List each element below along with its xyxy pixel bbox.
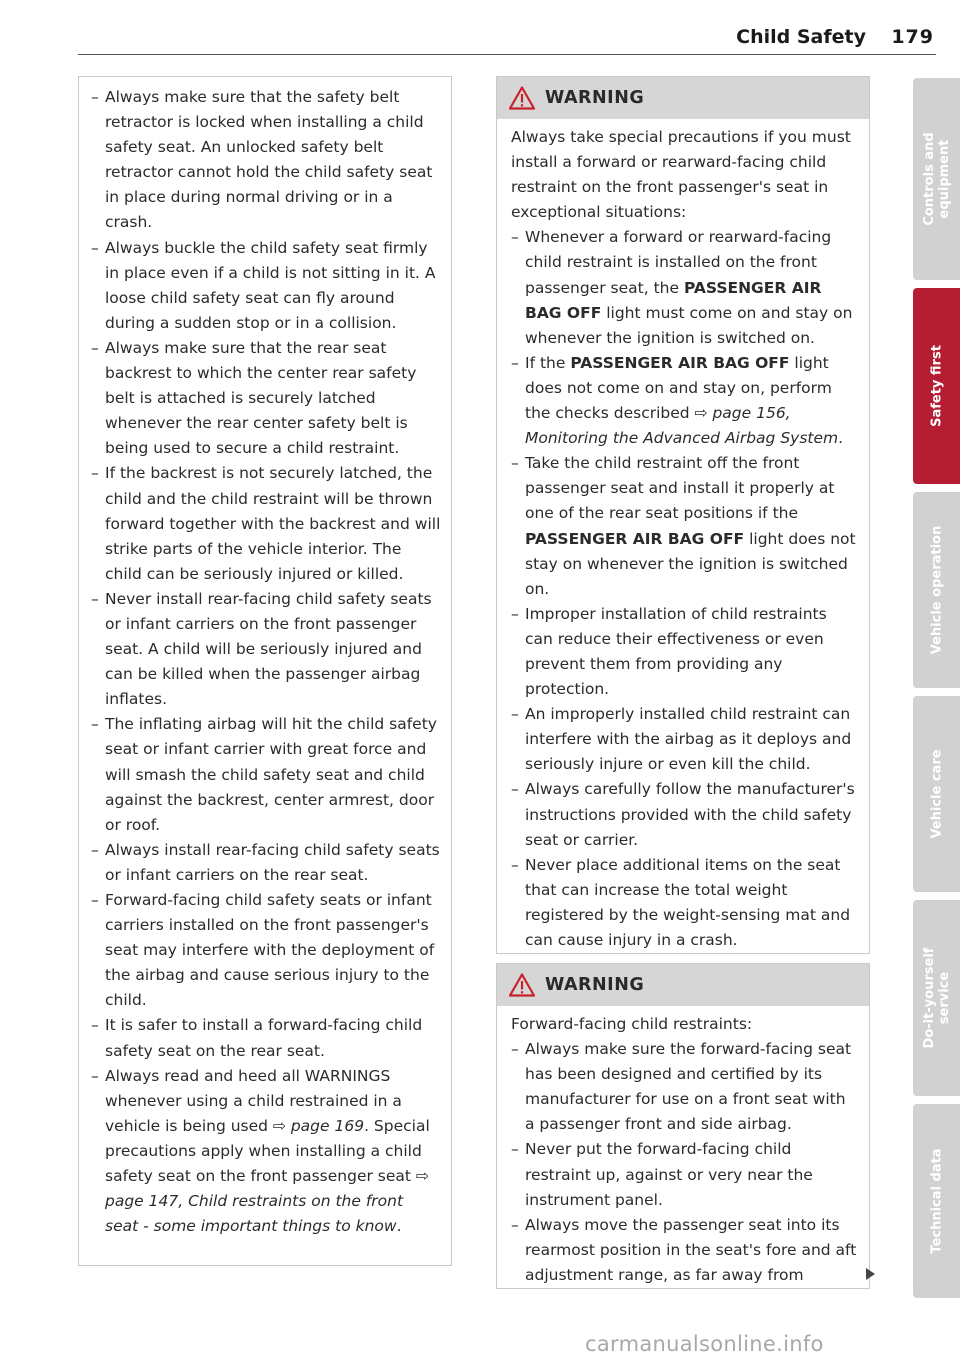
list-item: – It is safer to install a forward-facing child safety seat on the rear seat. (91, 1013, 441, 1063)
indicator-name: PASSENGER AIR BAG OFF (570, 353, 790, 372)
list-item: – Always move the passenger seat into its rearmost position in the seat's fore and aft adjustment range, as far away from (511, 1213, 859, 1288)
list-item (511, 225, 859, 350)
warning-list (511, 1037, 859, 1288)
list-item: – An improperly installed child restraint can interfere with the airbag as it deploys and seriously injure or even kill the child. (511, 702, 859, 777)
item-text: light does not stay on whenever the ignition is switched on. (525, 529, 856, 598)
tab-label: Technical data (929, 1148, 944, 1254)
list-item: – Never put the forward-facing child restraint up, against or very near the instrument panel. (511, 1137, 859, 1212)
tab-label: Safety first (929, 345, 944, 427)
warning-triangle-icon (509, 973, 535, 997)
warning-intro: Forward-facing child restraints: (511, 1015, 753, 1033)
item-text: If the (525, 353, 571, 372)
tab-label: Do-it-yourself service (921, 947, 952, 1049)
warning-body (497, 119, 869, 953)
list-item: – Never place additional items on the seat that can increase the total weight registered by the weight-sensing mat and can cause injury in a crash. (511, 853, 859, 953)
item-text: light does not come on and stay on, perform the checks described (525, 353, 832, 423)
tab-vehicle-operation[interactable] (913, 492, 960, 688)
list-item: – Forward-facing child safety seats or infant carriers installed on the front passenger's seat may interfere with the deployment of the airbag and cause serious injury to the child. (91, 888, 441, 1013)
warning-triangle-icon (509, 86, 535, 110)
tab-technical-data[interactable] (913, 1104, 960, 1298)
warning-title: WARNING (545, 975, 645, 995)
tab-vehicle-care[interactable] (913, 696, 960, 892)
indicator-name: PASSENGER AIR BAG OFF (525, 529, 745, 548)
warning-intro: Always take special precautions if you must install a forward or rearward-facing child restraint on the front passenger's seat in exceptional situations: (511, 128, 851, 222)
list-item: – Always make sure that the safety belt retractor is locked when installing a child safety seat. An unlocked safety belt retractor cannot hold the child safety seat in place during normal driving or in a crash. (91, 85, 441, 236)
list-item: – Always make sure that the rear seat backrest to which the center rear safety belt is attached is securely latched whenever the rear center safety belt is being used to secure a child restraint. (91, 336, 441, 461)
left-column-box (78, 76, 452, 1266)
warning-box-1 (496, 76, 870, 954)
page-number: 179 (891, 26, 934, 48)
page-ref-link[interactable]: ⇨ page 156, Monitoring the Advanced Airbag System (525, 404, 839, 448)
list-item: – The inflating airbag will hit the child safety seat or infant carrier with great force and will smash the child safety seat and child against the backrest, center armrest, door or roof. (91, 712, 441, 837)
warning-body (497, 1006, 869, 1288)
indicator-name: PASSENGER AIR BAG OFF (525, 278, 822, 322)
section-title: Child Safety (736, 26, 866, 48)
tab-label: Controls and equipment (921, 132, 952, 226)
warning-title: WARNING (545, 88, 645, 108)
watermark-text: carmanualsonline.info (585, 1332, 824, 1356)
page-ref-link[interactable]: ⇨ page 169 (272, 1116, 365, 1135)
list-item (91, 1064, 441, 1240)
item-text: Whenever a forward or rearward-facing child restraint is installed on the front passenger seat, the (525, 228, 832, 297)
page-header (78, 18, 936, 55)
tab-safety-first[interactable] (913, 288, 960, 484)
left-list (91, 85, 441, 1239)
item-text: Always read and heed all WARNINGS whenever using a child restrained in a vehicle is being used (105, 1066, 402, 1135)
warning-list (511, 225, 859, 953)
list-item (511, 351, 859, 451)
item-text: . (396, 1217, 402, 1236)
tab-label: Vehicle care (929, 749, 944, 839)
list-item: – Always make sure the forward-facing seat has been designed and certified by its manufacturer for use on a front seat with a passenger front and side airbag. (511, 1037, 859, 1137)
item-text: . (838, 429, 844, 448)
continued-arrow-icon (866, 1268, 875, 1280)
tab-label: Vehicle operation (929, 525, 944, 655)
warning-header (497, 77, 869, 119)
warning-header (497, 964, 869, 1006)
item-text: light must come on and stay on whenever the ignition is switched on. (525, 303, 853, 347)
item-text: . Special precautions apply when installing a child safety seat on the front passenger seat (105, 1116, 430, 1186)
list-item: – Always install rear-facing child safety seats or infant carriers on the rear seat. (91, 838, 441, 888)
list-item: – Improper installation of child restraints can reduce their effectiveness or even prevent them from providing any protection. (511, 602, 859, 702)
list-item: – If the backrest is not securely latched, the child and the child restraint will be thrown forward together with the backrest and will strike parts of the vehicle interior. The child can be seriously injured or killed. (91, 461, 441, 586)
warning-box-2 (496, 963, 870, 1289)
tab-do-it-yourself-service[interactable] (913, 900, 960, 1096)
list-item: – Always buckle the child safety seat firmly in place even if a child is not sitting in it. A loose child safety seat can fly around during a sudden stop or in a collision. (91, 236, 441, 336)
list-item (511, 451, 859, 602)
list-item: – Always carefully follow the manufacturer's instructions provided with the child safety seat or carrier. (511, 777, 859, 852)
page-ref-link[interactable]: ⇨ page 147, Child restraints on the front seat - some important things to know (105, 1167, 429, 1236)
item-text: Take the child restraint off the front passenger seat and install it properly at one of the rear seat positions if the (525, 454, 835, 523)
tab-controls-and-equipment[interactable] (913, 78, 960, 280)
list-item: – Never install rear-facing child safety seats or infant carriers on the front passenger seat. A child will be seriously injured and can be killed when the passenger airbag inflates. (91, 587, 441, 712)
